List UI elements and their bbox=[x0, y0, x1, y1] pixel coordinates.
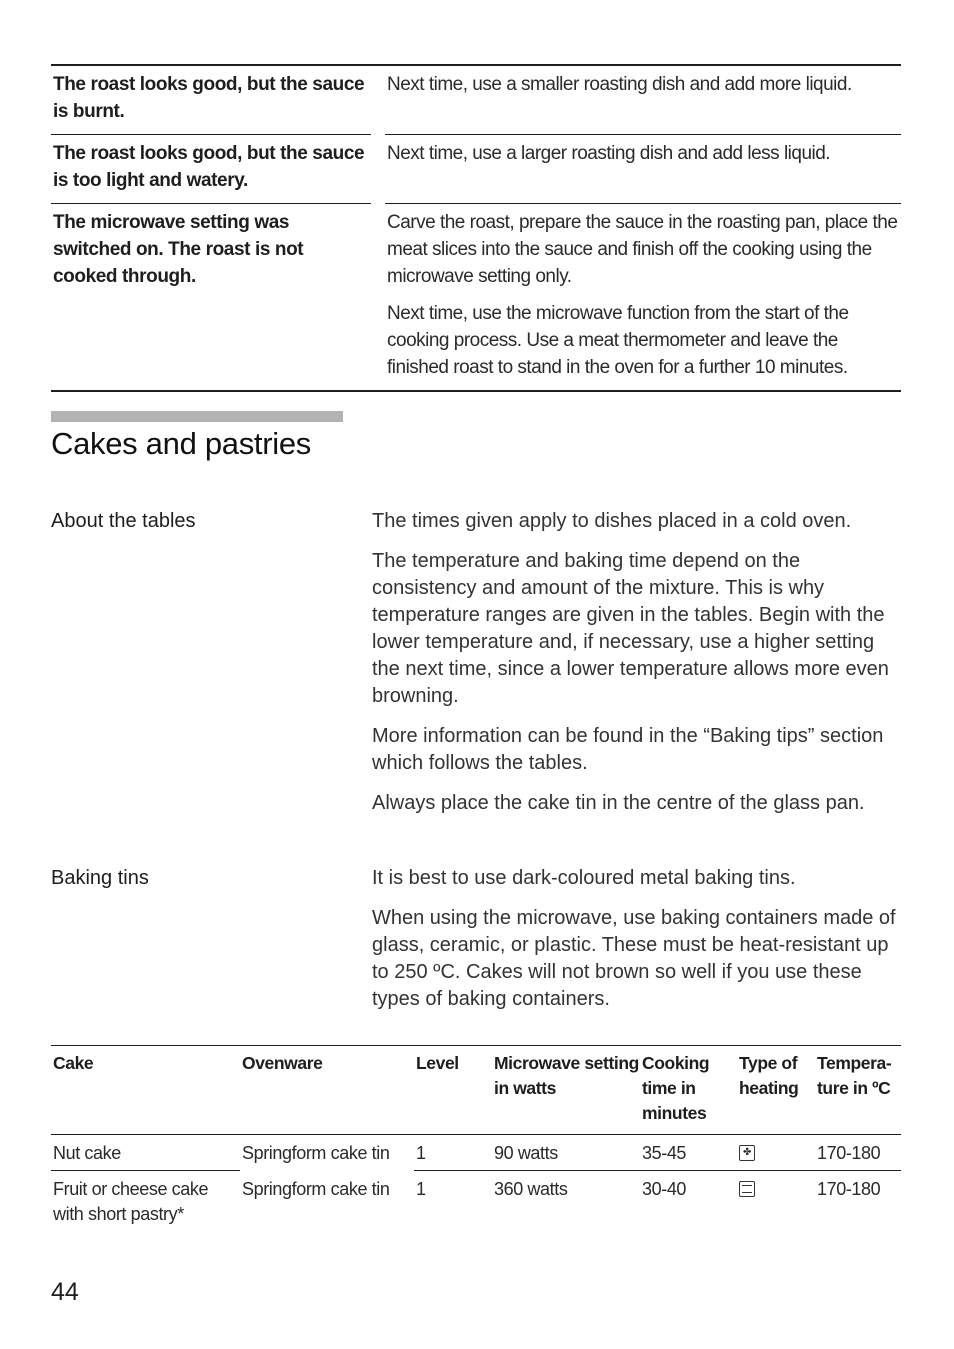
cell-cake: Fruit or cheese cake with short pastry* bbox=[53, 1179, 209, 1224]
remedy-text: Next time, use a larger roasting dish and add less liquid. bbox=[387, 143, 831, 164]
trouble-remedy bbox=[385, 66, 901, 135]
section-title: Cakes and pastries bbox=[51, 426, 311, 461]
paragraph: Always place the cake tin in the centre of the glass pan. bbox=[372, 792, 865, 814]
trouble-remedy bbox=[385, 135, 901, 204]
cell-temp: 170-180 bbox=[817, 1179, 881, 1199]
trouble-cause: The roast looks good, but the sauce is burnt. bbox=[51, 66, 371, 135]
table-row bbox=[51, 1171, 901, 1232]
top-bottom-heat-icon bbox=[739, 1181, 755, 1197]
page-number: 44 bbox=[51, 1278, 79, 1306]
cell-ovenware: Springform cake tin bbox=[242, 1178, 390, 1199]
baking-tins-body bbox=[372, 865, 901, 1026]
troubleshooting-table bbox=[51, 64, 901, 392]
baking-tins-block bbox=[51, 865, 901, 1026]
paragraph: The temperature and baking time depend on the consistency and amount of the mixture. This is why temperature ranges are given in the tables. Begin with the lower temperature and, if necessary, use a higher setting the next time, since a lower temperature allows more even browning. bbox=[372, 550, 889, 707]
about-tables-label: About the tables bbox=[51, 510, 196, 532]
col-header-ovenware: Ovenware bbox=[240, 1046, 414, 1135]
cell-heating bbox=[737, 1135, 815, 1171]
paragraph: When using the microwave, use baking containers made of glass, ceramic, or plastic. These must be heat-resistant up to 250 ºC. Cakes will not brown so well if you use these types of baking containers. bbox=[372, 907, 896, 1010]
paragraph: More information can be found in the “Baking tips” section which follows the tables. bbox=[372, 725, 884, 774]
cell-ovenware: Springform cake tin bbox=[242, 1143, 390, 1163]
baking-tins-label: Baking tins bbox=[51, 867, 149, 889]
trouble-row bbox=[51, 66, 901, 135]
trouble-row bbox=[51, 135, 901, 204]
trouble-cause: The microwave setting was switched on. The roast is not cooked through. bbox=[53, 212, 304, 287]
cell-level: 1 bbox=[416, 1179, 426, 1199]
section-bar bbox=[51, 411, 343, 422]
cell-time: 30-40 bbox=[642, 1179, 687, 1199]
col-header-heating: Type of heating bbox=[737, 1046, 815, 1135]
hot-air-fan-icon: ✤ bbox=[739, 1145, 755, 1161]
paragraph: The times given apply to dishes placed in a cold oven. bbox=[372, 510, 852, 532]
cell-time: 35-45 bbox=[640, 1135, 737, 1171]
remedy-text: Next time, use a smaller roasting dish and add more liquid. bbox=[387, 74, 852, 95]
col-header-microwave: Microwave setting in watts bbox=[492, 1046, 640, 1135]
trouble-row bbox=[51, 204, 901, 390]
remedy-text: Carve the roast, prepare the sauce in the roasting pan, place the meat slices into the sauce and finish off the cooking using the microwave setting only. bbox=[387, 212, 898, 287]
table-row bbox=[51, 1135, 901, 1171]
cell-heating bbox=[737, 1171, 815, 1232]
about-tables-body bbox=[372, 508, 901, 830]
col-header-temp: Tempera- ture in ºC bbox=[815, 1046, 901, 1135]
paragraph: It is best to use dark-coloured metal baking tins. bbox=[372, 867, 796, 889]
col-header-level: Level bbox=[414, 1046, 492, 1135]
col-header-cake: Cake bbox=[51, 1046, 240, 1135]
cell-microwave: 90 watts bbox=[492, 1135, 640, 1171]
trouble-remedy bbox=[385, 204, 901, 390]
cell-microwave: 360 watts bbox=[494, 1179, 568, 1199]
table-header-row bbox=[51, 1046, 901, 1135]
cell-level: 1 bbox=[414, 1135, 492, 1171]
cake-table bbox=[51, 1045, 901, 1231]
cell-cake: Nut cake bbox=[51, 1135, 240, 1171]
remedy-text: Next time, use the microwave function from the start of the cooking process. Use a meat thermometer and leave the finished roast to stand in the oven for a further 10 minutes. bbox=[387, 303, 849, 378]
cell-temp: 170-180 bbox=[815, 1135, 901, 1171]
trouble-cause: The roast looks good, but the sauce is too light and watery. bbox=[51, 135, 371, 204]
col-header-time: Cooking time in minutes bbox=[640, 1046, 737, 1135]
about-tables-block bbox=[51, 508, 901, 830]
